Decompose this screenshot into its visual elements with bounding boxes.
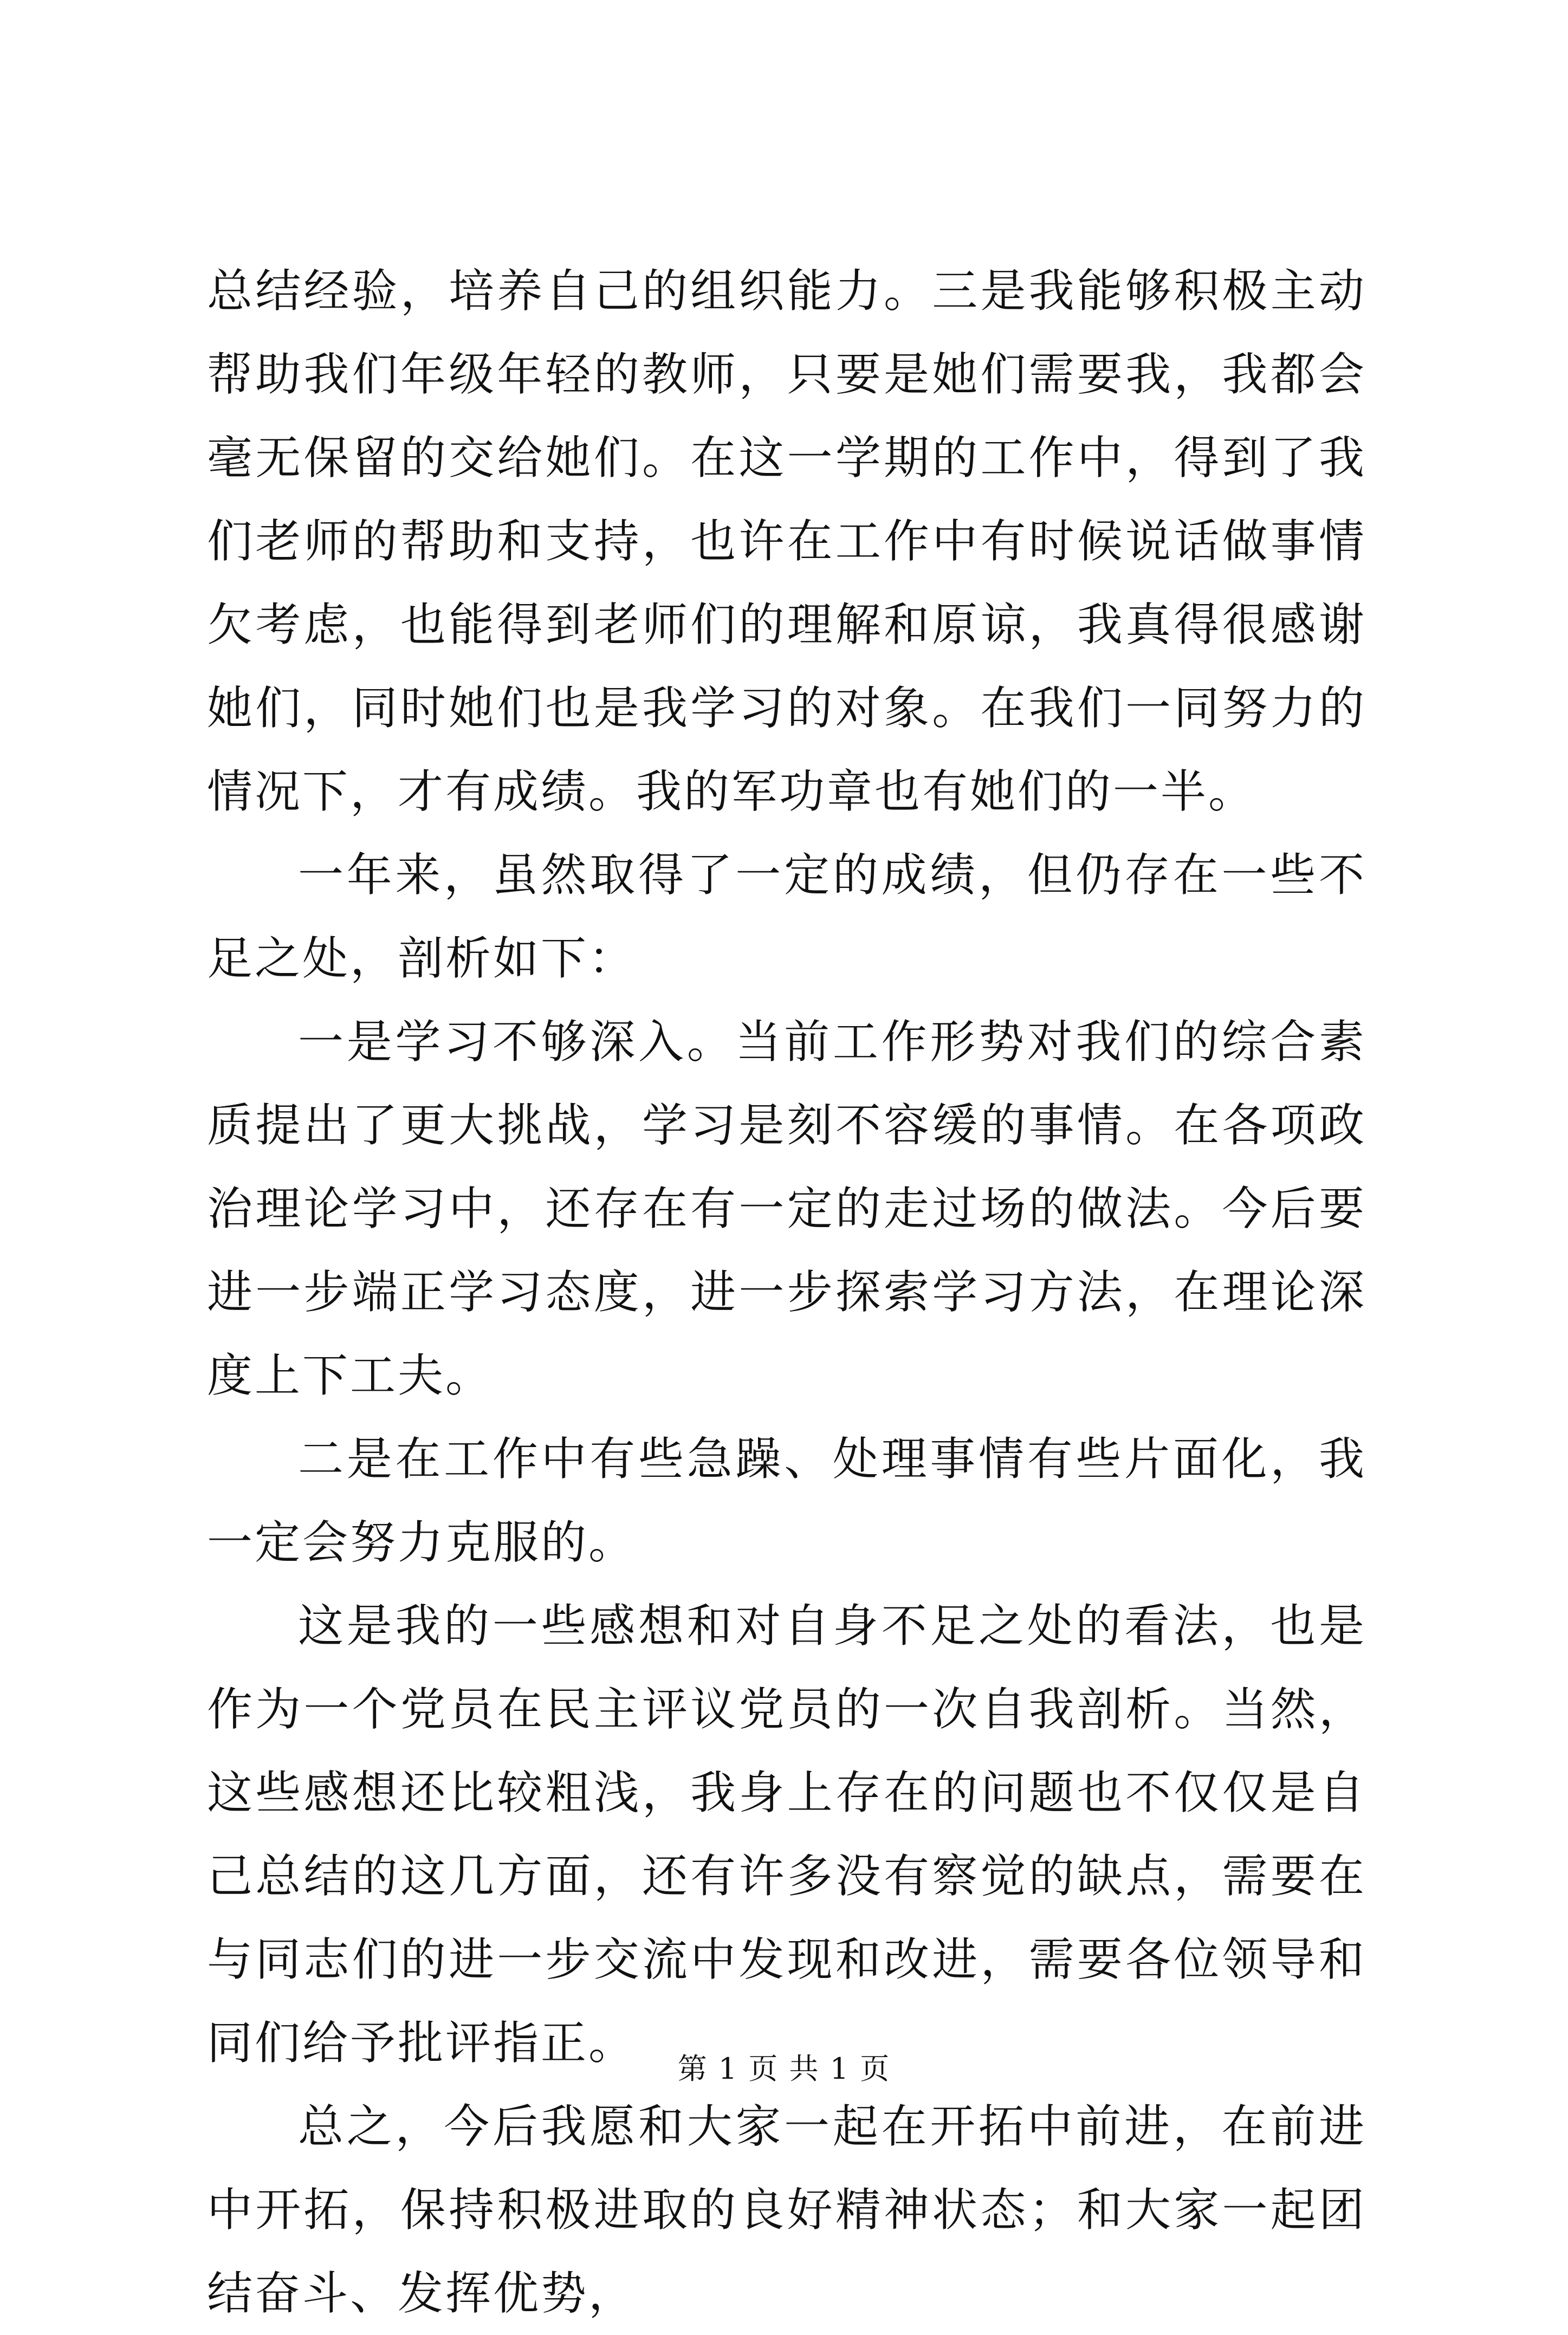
paragraph-4: 二是在工作中有些急躁、处理事情有些片面化，我一定会努力克服的。 bbox=[207, 1432, 1366, 1569]
paragraph-1: 总结经验，培养自己的组织能力。三是我能够积极主动帮助我们年级年轻的教师，只要是她们需要我，我都会毫无保留的交给她们。在这一学期的工作中，得到了我们老师的帮助和支持，也许在工作中有时候说话做事情欠考虑，也能得到老师们的理解和原谅，我真得很感谢她们，同时她们也是我学习的对象。在我们一同努力的情况下，才有成绩。我的军功章也有她们的一半。 bbox=[207, 264, 1366, 818]
paragraph-5: 这是我的一些感想和对自身不足之处的看法，也是作为一个党员在民主评议党员的一次自我剖析。当然，这些感想还比较粗浅，我身上存在的问题也不仅仅是自己总结的这几方面，还有许多没有察觉的缺点，需要在与同志们的进一步交流中发现和改进，需要各位领导和同们给予批评指正。 bbox=[207, 1599, 1366, 2070]
paragraph-3: 一是学习不够深入。当前工作形势对我们的综合素质提出了更大挑战，学习是刻不容缓的事情。在各项政治理论学习中，还存在有一定的走过场的做法。今后要进一步端正学习态度，进一步探索学习方法，在理论深度上下工夫。 bbox=[207, 1015, 1366, 1402]
paragraph-2: 一年来，虽然取得了一定的成绩，但仍存在一些不足之处，剖析如下： bbox=[207, 848, 1366, 985]
document-body bbox=[207, 249, 1366, 2335]
paragraph-6: 总之，今后我愿和大家一起在开拓中前进，在前进中开拓，保持积极进取的良好精神状态；和大家一起团结奋斗、发挥优势， bbox=[207, 2100, 1366, 2320]
page-number-footer: 第 1 页 共 1 页 bbox=[677, 2052, 891, 2086]
